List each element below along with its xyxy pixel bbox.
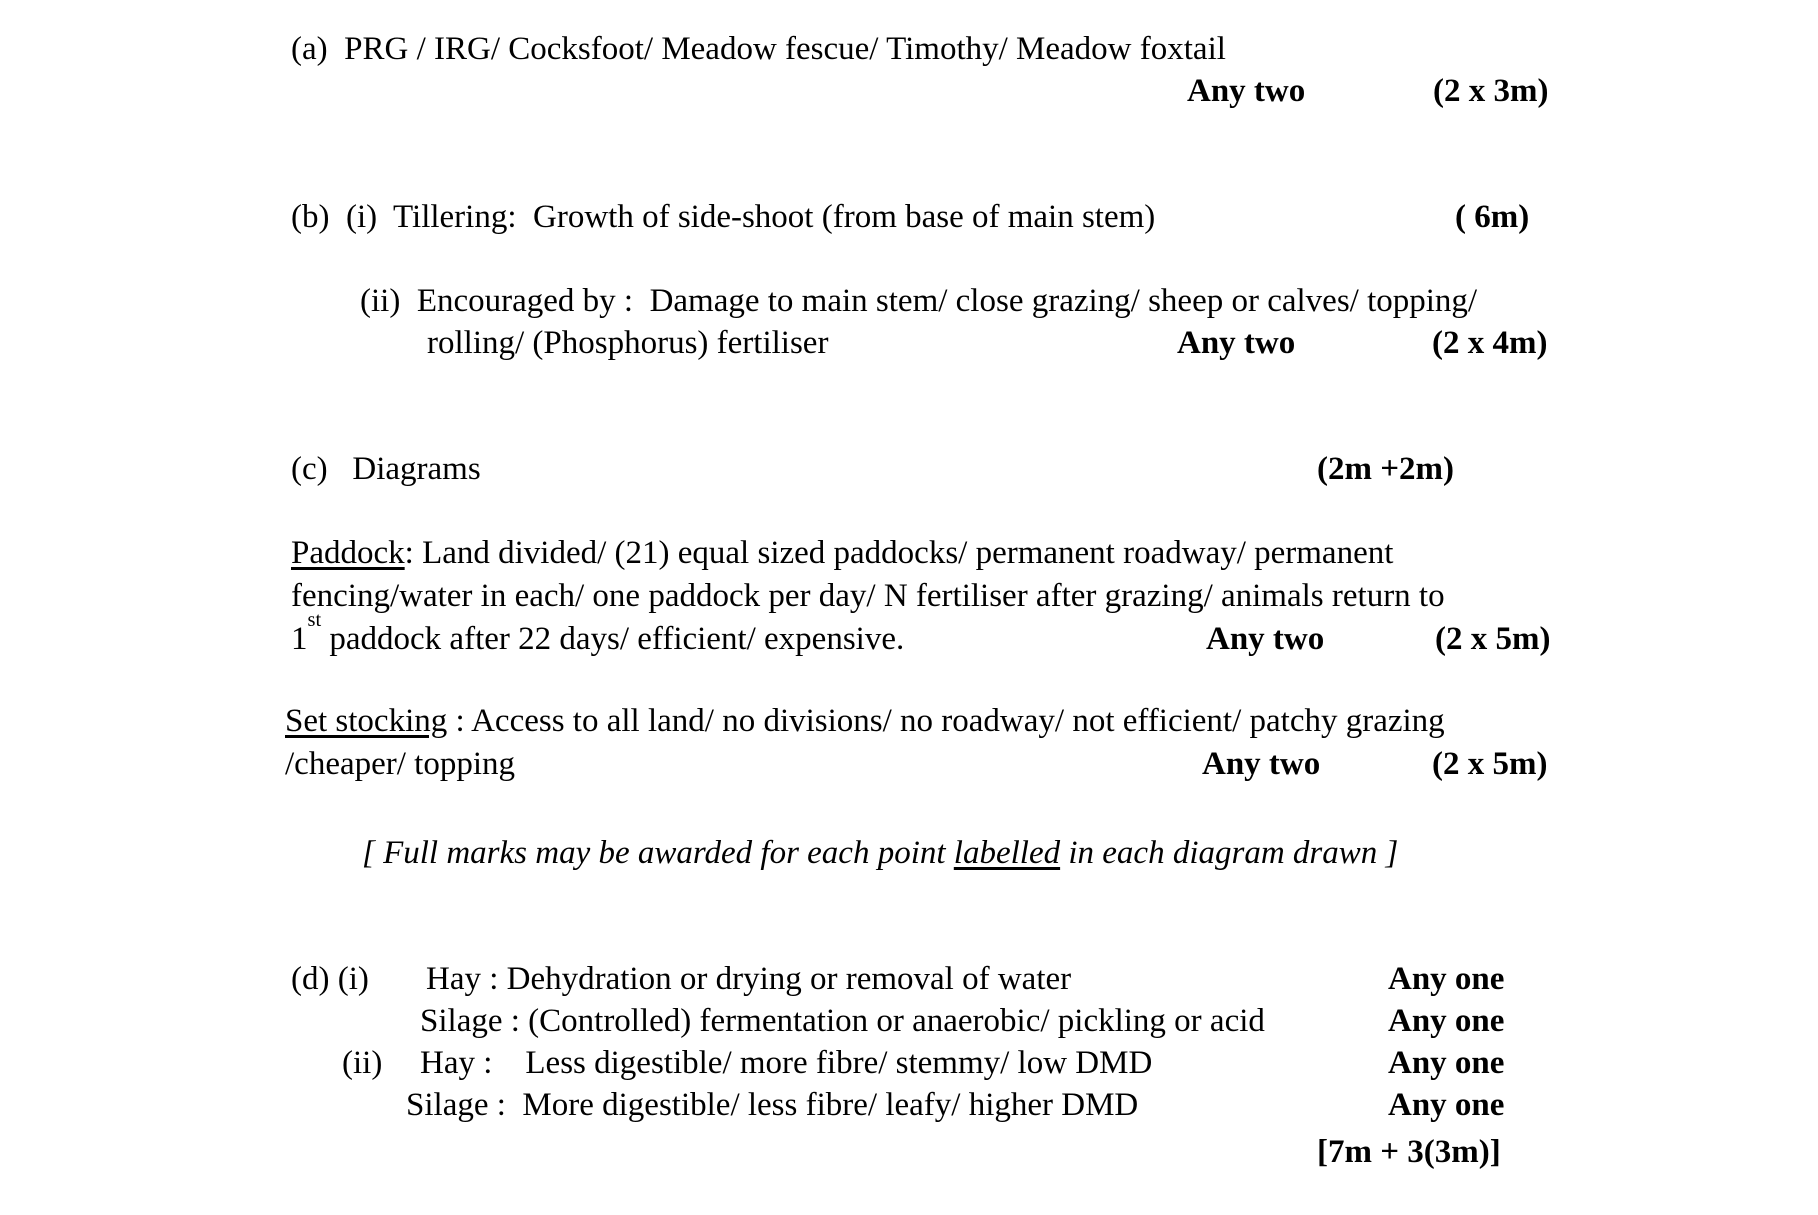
paddock-ordinal-suffix: st — [307, 608, 322, 631]
set-stocking-line1 — [285, 700, 1445, 742]
set-stocking-note: Any two — [1202, 746, 1321, 782]
answer-b-i-line: (b) (i) Tillering: Growth of side-shoot (from base of main stem) — [291, 199, 1156, 235]
paddock-line3 — [291, 608, 905, 660]
paddock-line3-num: 1 — [291, 621, 308, 657]
paddock-line2: fencing/water in each/ one paddock per day/ N fertiliser after grazing/ animals return to — [291, 578, 1445, 614]
answer-b-ii-line1: (ii) Encouraged by : Damage to main stem/ close grazing/ sheep or calves/ topping/ — [360, 283, 1478, 319]
set-stocking-line1-rest: : Access to all land/ no divisions/ no roadway/ not efficient/ patchy grazing — [447, 703, 1445, 739]
answer-b-ii-note: Any two — [1177, 325, 1296, 361]
answer-c-marks: (2m +2m) — [1317, 451, 1455, 487]
paddock-note: Any two — [1206, 621, 1325, 657]
paddock-line1 — [291, 532, 1393, 574]
answer-d-label: (d) (i) — [291, 961, 369, 997]
answer-d-row4-text: Silage : More digestible/ less fibre/ leafy/ higher DMD — [406, 1087, 1139, 1123]
paddock-line1-rest: : Land divided/ (21) equal sized paddocks/ permanent roadway/ permanent — [404, 535, 1394, 571]
paddock-term: Paddock — [291, 535, 405, 571]
diagram-note — [362, 832, 1398, 874]
answer-d-row1-note: Any one — [1388, 961, 1505, 997]
answer-b-ii-line2: rolling/ (Phosphorus) fertiliser — [427, 325, 829, 361]
paddock-line3-rest: paddock after 22 days/ efficient/ expensive. — [321, 621, 905, 657]
answer-a-line: (a) PRG / IRG/ Cocksfoot/ Meadow fescue/ Timothy/ Meadow foxtail — [291, 31, 1226, 67]
diagram-note-post: in each diagram drawn ] — [1060, 835, 1399, 871]
answer-d-row3-note: Any one — [1388, 1045, 1505, 1081]
answer-d-row2-note: Any one — [1388, 1003, 1505, 1039]
diagram-note-underlined: labelled — [953, 835, 1061, 871]
answer-b-ii-marks: (2 x 4m) — [1432, 325, 1548, 361]
answer-d-row1-text: Hay : Dehydration or drying or removal of water — [426, 961, 1072, 997]
set-stocking-marks: (2 x 5m) — [1432, 746, 1548, 782]
paddock-marks: (2 x 5m) — [1435, 621, 1551, 657]
diagram-note-pre: [ Full marks may be awarded for each point — [362, 835, 954, 871]
answer-d-row2-text: Silage : (Controlled) fermentation or anaerobic/ pickling or acid — [420, 1003, 1265, 1039]
set-stocking-line2: /cheaper/ topping — [285, 746, 516, 782]
answer-d-row4-note: Any one — [1388, 1087, 1505, 1123]
set-stocking-term: Set stocking — [285, 703, 448, 739]
answer-b-i-marks: ( 6m) — [1455, 199, 1530, 235]
answer-a-note: Any two — [1187, 73, 1306, 109]
answer-d-row3-text: Hay : Less digestible/ more fibre/ stemmy/ low DMD — [420, 1045, 1153, 1081]
answer-c-line: (c) Diagrams — [291, 451, 481, 487]
answer-a-marks: (2 x 3m) — [1433, 73, 1549, 109]
answer-d-total-marks: [7m + 3(3m)] — [1317, 1134, 1501, 1170]
answer-d-ii-label: (ii) — [342, 1045, 383, 1081]
